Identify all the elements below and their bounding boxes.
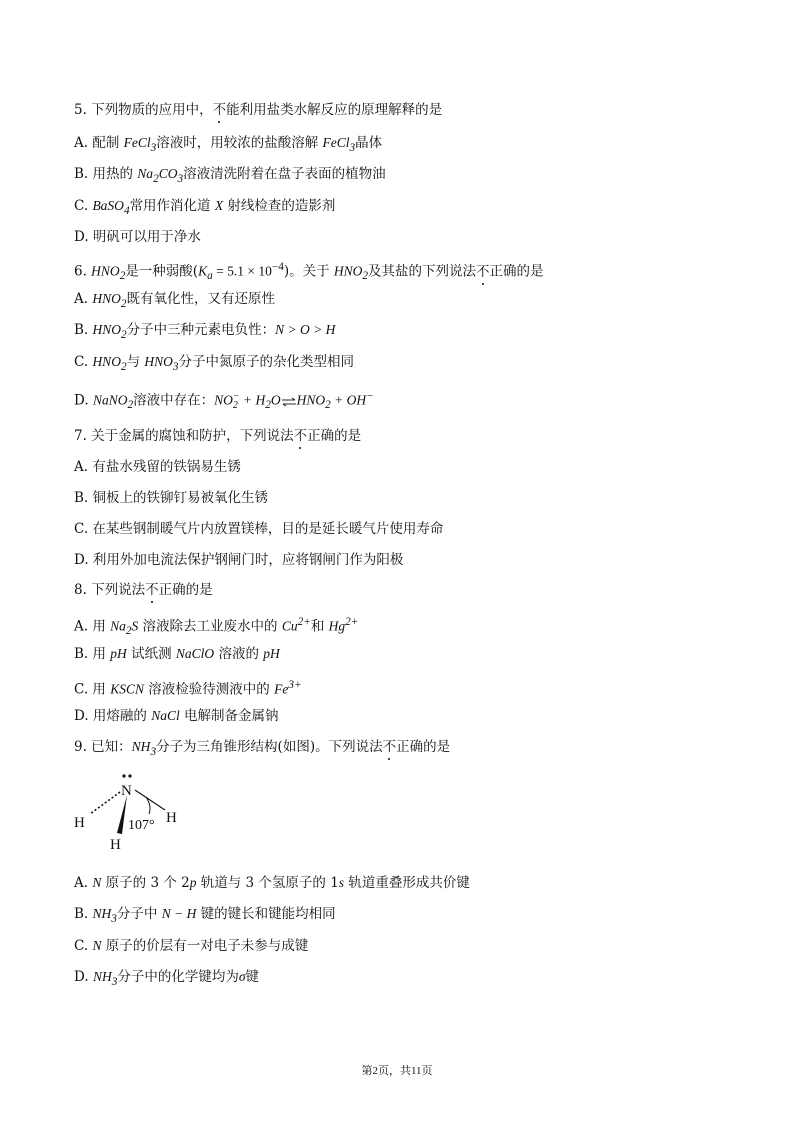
lone-pair-dot	[122, 774, 125, 777]
formula-sup: −	[366, 390, 374, 402]
formula-sup: −	[232, 391, 240, 402]
equilibrium-arrow-icon	[281, 395, 297, 407]
option-text: C. 用	[74, 681, 111, 698]
formula: HNO	[92, 354, 121, 369]
q8-stem	[74, 581, 213, 599]
q6-stem-text: 及其盐的下列说法	[368, 263, 477, 280]
formula-sup: 2+	[297, 616, 311, 628]
option-text: D. 用熔融的	[74, 708, 152, 724]
option-text: B. 用热的	[74, 166, 138, 182]
formula-sub: 2	[232, 400, 238, 411]
q9-option-a	[74, 874, 470, 892]
option-text: 电解制备金属钠	[179, 708, 279, 724]
formula: NaCl	[151, 708, 180, 723]
formula: NH	[92, 906, 112, 921]
option-text: A.	[74, 875, 93, 891]
option-text: C.	[74, 198, 93, 214]
option-text: A. 用	[74, 618, 111, 635]
option-text: C.	[74, 938, 93, 954]
formula-sub: 4	[123, 204, 130, 217]
option-text: 轨道重叠形成共价键	[344, 875, 470, 891]
formula: CO	[158, 166, 178, 181]
option-text: D. 明矾可以用于净水	[74, 229, 201, 245]
q9-option-c	[74, 937, 308, 955]
option-text: A.	[74, 291, 93, 307]
option-text: 原子的 3 个 2	[101, 875, 190, 891]
q6-stem-text: 6.	[74, 263, 92, 280]
nitrogen-atom-label: N	[121, 783, 132, 799]
formula: HNO	[92, 322, 122, 337]
formula: FeCl	[123, 135, 151, 150]
option-text: 溶液除去工业废水中的	[138, 618, 282, 635]
option-text: 试纸测	[126, 646, 176, 662]
formula: NaNO	[92, 392, 128, 408]
option-text: A. 有盐水残留的铁锅易生锈	[74, 459, 241, 475]
dashed-bond	[90, 792, 120, 814]
q8-stem-text: 8. 下列说法	[74, 582, 146, 598]
q5-stem	[74, 101, 442, 119]
q8-stem-text: 正确的是	[158, 582, 213, 598]
emphasis-dot-char: 不	[212, 102, 227, 118]
formula-sub: 2	[153, 172, 159, 185]
option-text: 和	[310, 618, 329, 635]
formula-sub: 3	[349, 141, 356, 154]
q5-option-d	[74, 228, 201, 246]
option-text: 分子中的化学键均为	[117, 969, 239, 985]
formula-sup: 2+	[345, 616, 359, 628]
q6-stem-text: 是一种弱酸(	[125, 263, 199, 280]
formula-sub: 3	[150, 745, 157, 758]
option-text: B.	[74, 906, 93, 922]
emphasis-dot-char: 不	[145, 582, 159, 598]
formula: K	[198, 263, 208, 279]
emphasis-dot-char: 不	[382, 739, 397, 755]
option-text: 溶液检验待测液中的	[144, 681, 275, 698]
formula-sup: 3+	[288, 679, 302, 691]
formula: O	[270, 392, 281, 408]
formula: NH	[92, 969, 112, 984]
formula: NaClO	[175, 646, 215, 661]
q7-option-d	[74, 551, 403, 569]
formula-sub: 2	[265, 399, 271, 412]
formula: pH	[110, 646, 127, 661]
formula-sub: a	[207, 270, 213, 283]
q7-option-c	[74, 520, 443, 538]
option-text: 键	[245, 969, 259, 985]
q6-stem-text: )。关于	[283, 263, 334, 280]
formula: HNO	[296, 392, 326, 408]
bond-angle-label: 107°	[128, 818, 155, 833]
formula-sub: 2	[121, 328, 127, 341]
q8-option-a	[74, 613, 358, 640]
formula-sub: 2	[119, 270, 126, 283]
q7-stem	[74, 427, 361, 445]
electronegativity-order: N > O > H	[275, 322, 336, 337]
formula-sub: 3	[111, 912, 117, 925]
formula: Fe	[274, 681, 289, 697]
formula: s	[338, 875, 345, 890]
emphasis-dot-char: 不	[476, 263, 490, 280]
formula: σ	[238, 969, 246, 984]
q6-option-c	[74, 353, 354, 376]
q6-stem	[74, 258, 544, 285]
formula: FeCl	[322, 135, 350, 150]
formula: NO	[214, 392, 233, 408]
option-text: 与	[126, 354, 145, 370]
formula: Hg	[328, 618, 346, 634]
formula: HNO	[333, 263, 363, 279]
option-text: D.	[74, 969, 93, 985]
formula: Na	[110, 618, 126, 634]
q5-option-b	[74, 165, 386, 188]
formula: pH	[263, 646, 280, 661]
q5-stem-text: 能利用盐类水解反应的原理解释的是	[226, 102, 443, 118]
emphasis-dot-char: 不	[293, 428, 308, 444]
q5-option-c	[74, 197, 335, 220]
option-text: B.	[74, 322, 93, 338]
q5-stem-text: 5. 下列物质的应用中，	[74, 102, 213, 118]
page-footer: 第2页，共11页	[361, 1065, 433, 1077]
option-text: 射线检查的造影剂	[223, 198, 336, 214]
formula-sub: 2	[120, 360, 127, 373]
q7-stem-text: 正确的是	[307, 428, 362, 444]
q6-option-b	[74, 321, 335, 344]
q6-option-a	[74, 290, 275, 313]
option-text: 轨道与 3 个氢原子的 1	[196, 875, 339, 891]
formula: HNO	[92, 291, 121, 306]
formula: Cu	[281, 618, 298, 634]
q9-option-d	[74, 968, 259, 991]
formula: KSCN	[110, 681, 144, 697]
formula: HNO	[91, 263, 120, 279]
q9-option-b	[74, 905, 336, 928]
hydrogen-atom-label-left: H	[74, 815, 85, 831]
option-text: 溶液的	[214, 646, 264, 662]
option-text: 分子中三种元素电负性：	[126, 322, 276, 338]
option-text: 键的键长和键能均相同	[196, 906, 336, 922]
formula: N − H	[161, 906, 197, 921]
ka-exponent: −4	[271, 261, 284, 273]
formula: + H	[239, 392, 266, 408]
hydrogen-atom-label-bottom: H	[110, 837, 121, 853]
formula-sub: 3	[172, 360, 179, 373]
formula-sub: 2	[127, 399, 134, 412]
option-text: 分子中	[116, 906, 162, 922]
wedge-bond	[117, 795, 127, 834]
nh3-structure-diagram	[66, 770, 196, 855]
formula: NH	[131, 739, 151, 754]
q9-stem-text: 分子为三角锥形结构(如图)。下列说法	[156, 739, 383, 755]
option-text: 原子的价层有一对电子未参与成键	[101, 938, 309, 954]
formula: S	[131, 618, 139, 634]
formula-sub: 2	[362, 270, 369, 283]
option-text: 溶液时，用较浓的盐酸溶解	[156, 135, 323, 151]
option-text: 常用作消化道	[129, 198, 215, 214]
formula-sub: 3	[111, 975, 118, 988]
option-text: 溶液清洗附着在盘子表面的植物油	[183, 166, 386, 182]
q7-option-b	[74, 489, 268, 507]
formula: X	[214, 198, 224, 213]
lone-pair-dot	[128, 774, 131, 777]
option-text: A. 配制	[74, 135, 124, 151]
formula-sub: 2	[125, 625, 132, 638]
q8-option-c	[74, 676, 302, 699]
option-text: 既有氧化性，又有还原性	[126, 291, 275, 307]
formula: HNO	[144, 354, 173, 369]
q9-stem-text: 正确的是	[396, 739, 451, 755]
formula: BaSO	[92, 198, 124, 213]
option-text: 晶体	[355, 135, 383, 151]
formula: Na	[137, 166, 154, 181]
formula: N	[92, 875, 102, 890]
formula-sub: 2	[120, 297, 127, 310]
formula: N	[92, 938, 102, 953]
q7-option-a	[74, 458, 241, 476]
q6-option-d	[74, 387, 374, 414]
formula-sub: 3	[177, 172, 184, 185]
formula-sub: 2	[325, 399, 331, 412]
q6-stem-text: 正确的是	[489, 263, 544, 280]
formula: p	[189, 875, 197, 890]
option-text: 溶液中存在：	[133, 392, 215, 409]
ka-value: = 5.1 × 10	[212, 263, 272, 279]
formula: + OH	[330, 392, 367, 408]
q9-stem-text: 9. 已知：	[74, 739, 132, 755]
option-text: D. 利用外加电流法保护钢闸门时，应将钢闸门作为阳极	[74, 552, 404, 568]
formula-sub: 3	[150, 141, 157, 154]
option-text: C.	[74, 354, 93, 370]
option-text: D.	[74, 392, 93, 409]
q7-stem-text: 7. 关于金属的腐蚀和防护，下列说法	[74, 428, 294, 444]
option-text: C. 在某些钢制暖气片内放置镁棒，目的是延长暖气片使用寿命	[74, 521, 444, 537]
q8-option-b	[74, 645, 280, 663]
option-text: 分子中氮原子的杂化类型相同	[178, 354, 355, 370]
q5-option-a	[74, 134, 382, 157]
hydrogen-atom-label-right: H	[166, 810, 177, 826]
option-text: B. 铜板上的铁铆钉易被氧化生锈	[74, 490, 269, 506]
q8-option-d	[74, 707, 279, 725]
q9-stem	[74, 738, 450, 761]
option-text: B. 用	[74, 646, 111, 662]
